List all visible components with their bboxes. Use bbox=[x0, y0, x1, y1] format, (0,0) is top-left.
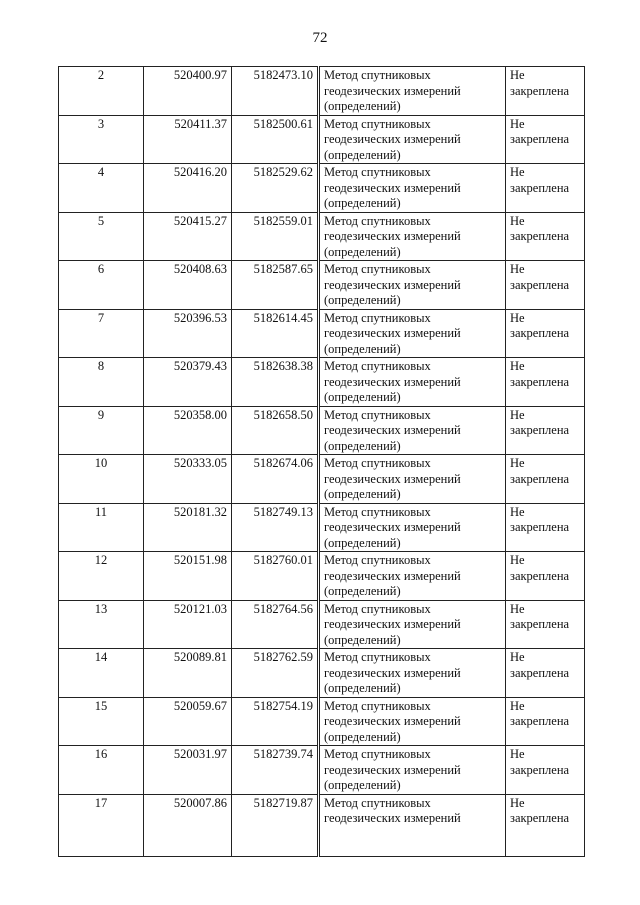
method-cell bbox=[319, 600, 506, 649]
y-coordinate-cell: 5182473.10 bbox=[232, 67, 319, 116]
x-coordinate-cell: 520059.67 bbox=[144, 697, 232, 746]
fixation-cell bbox=[506, 261, 585, 310]
x-coordinate-cell: 520121.03 bbox=[144, 600, 232, 649]
method-text-line: геодезических измерений bbox=[324, 762, 461, 777]
fixation-text-line: Не bbox=[510, 213, 525, 228]
x-coordinate-cell: 520396.53 bbox=[144, 309, 232, 358]
method-text-line: (определений) bbox=[324, 293, 401, 307]
method-text-line: Метод спутниковых bbox=[324, 504, 431, 519]
x-coordinate-cell: 520007.86 bbox=[144, 794, 232, 856]
table-row bbox=[59, 406, 585, 455]
fixation-text-line: Не bbox=[510, 456, 525, 470]
fixation-text-line: Не bbox=[510, 698, 525, 713]
fixation-text-line: закреплена bbox=[510, 83, 570, 98]
point-number-cell: 16 bbox=[59, 746, 144, 795]
fixation-text-line: Не bbox=[510, 68, 525, 82]
point-number-cell: 8 bbox=[59, 358, 144, 407]
method-cell bbox=[319, 309, 506, 358]
method-cell bbox=[319, 67, 506, 116]
fixation-text-line: закреплена bbox=[510, 374, 570, 389]
fixation-text-line: Не bbox=[510, 262, 525, 276]
coordinates-table bbox=[58, 66, 585, 857]
method-text-line: геодезических измерений bbox=[324, 471, 461, 486]
table-row bbox=[59, 358, 585, 407]
fixation-text-line: закреплена bbox=[510, 229, 570, 243]
fixation-cell bbox=[506, 746, 585, 795]
table-row bbox=[59, 746, 585, 795]
fixation-cell bbox=[506, 794, 585, 856]
fixation-text-line: закреплена bbox=[510, 568, 570, 583]
method-cell bbox=[319, 697, 506, 746]
fixation-text-line: закреплена bbox=[510, 132, 570, 146]
point-number-cell: 12 bbox=[59, 552, 144, 601]
y-coordinate-cell: 5182764.56 bbox=[232, 600, 319, 649]
fixation-text-line: закреплена bbox=[510, 617, 570, 631]
y-coordinate-cell: 5182614.45 bbox=[232, 309, 319, 358]
point-number-cell: 15 bbox=[59, 697, 144, 746]
x-coordinate-cell: 520151.98 bbox=[144, 552, 232, 601]
table-row bbox=[59, 649, 585, 698]
method-text-line: (определений) bbox=[324, 778, 401, 792]
fixation-text-line: закреплена bbox=[510, 520, 570, 534]
method-text-line: Метод спутниковых bbox=[324, 116, 431, 131]
table-row bbox=[59, 600, 585, 649]
table-row bbox=[59, 794, 585, 856]
y-coordinate-cell: 5182559.01 bbox=[232, 212, 319, 261]
y-coordinate-cell: 5182658.50 bbox=[232, 406, 319, 455]
x-coordinate-cell: 520415.27 bbox=[144, 212, 232, 261]
method-text-line: геодезических измерений bbox=[324, 520, 461, 534]
point-number-cell: 11 bbox=[59, 503, 144, 552]
method-text-line: геодезических измерений bbox=[324, 326, 461, 340]
fixation-text-line: Не bbox=[510, 650, 525, 664]
method-cell bbox=[319, 115, 506, 164]
method-text-line: (определений) bbox=[324, 632, 401, 647]
fixation-cell bbox=[506, 115, 585, 164]
y-coordinate-cell: 5182638.38 bbox=[232, 358, 319, 407]
x-coordinate-cell: 520379.43 bbox=[144, 358, 232, 407]
x-coordinate-cell: 520089.81 bbox=[144, 649, 232, 698]
method-text-line: геодезических измерений bbox=[324, 568, 461, 583]
fixation-cell bbox=[506, 649, 585, 698]
point-number-cell: 2 bbox=[59, 67, 144, 116]
fixation-text-line: закреплена bbox=[510, 180, 570, 195]
x-coordinate-cell: 520181.32 bbox=[144, 503, 232, 552]
y-coordinate-cell: 5182529.62 bbox=[232, 164, 319, 213]
method-text-line: геодезических измерений bbox=[324, 665, 461, 680]
point-number-cell: 14 bbox=[59, 649, 144, 698]
fixation-cell bbox=[506, 164, 585, 213]
y-coordinate-cell: 5182762.59 bbox=[232, 649, 319, 698]
y-coordinate-cell: 5182760.01 bbox=[232, 552, 319, 601]
method-text-line: Метод спутниковых bbox=[324, 456, 431, 470]
method-text-line: геодезических измерений bbox=[324, 277, 461, 292]
method-text-line: геодезических измерений bbox=[324, 229, 461, 243]
fixation-text-line: закреплена bbox=[510, 471, 570, 486]
point-number-cell: 6 bbox=[59, 261, 144, 310]
table-row bbox=[59, 164, 585, 213]
fixation-text-line: Не bbox=[510, 747, 525, 761]
table-row bbox=[59, 261, 585, 310]
method-text-line: Метод спутниковых bbox=[324, 747, 431, 761]
page-number: 72 bbox=[312, 30, 328, 46]
method-cell bbox=[319, 455, 506, 504]
table-row bbox=[59, 455, 585, 504]
table-body bbox=[59, 67, 585, 857]
point-number-cell: 9 bbox=[59, 406, 144, 455]
x-coordinate-cell: 520333.05 bbox=[144, 455, 232, 504]
method-cell bbox=[319, 794, 506, 856]
point-number-cell: 13 bbox=[59, 600, 144, 649]
method-text-line: (определений) bbox=[324, 487, 401, 501]
fixation-text-line: закреплена bbox=[510, 326, 570, 340]
method-text-line: (определений) bbox=[324, 147, 401, 162]
table-row bbox=[59, 212, 585, 261]
fixation-text-line: закреплена bbox=[510, 423, 570, 437]
method-cell bbox=[319, 649, 506, 698]
fixation-cell bbox=[506, 406, 585, 455]
method-text-line: Метод спутниковых bbox=[324, 165, 431, 179]
point-number-cell: 17 bbox=[59, 794, 144, 856]
method-text-line: (определений) bbox=[324, 681, 401, 695]
method-text-line: (определений) bbox=[324, 535, 401, 550]
table-row bbox=[59, 552, 585, 601]
method-text-line: Метод спутниковых bbox=[324, 407, 431, 422]
fixation-text-line: Не bbox=[510, 116, 525, 131]
method-text-line: геодезических измерений bbox=[324, 714, 461, 728]
method-text-line: (определений) bbox=[324, 244, 401, 259]
method-text-line: (определений) bbox=[324, 99, 401, 113]
method-text-line: (определений) bbox=[324, 584, 401, 598]
method-cell bbox=[319, 746, 506, 795]
method-cell bbox=[319, 406, 506, 455]
fixation-text-line: Не bbox=[510, 504, 525, 519]
fixation-text-line: закреплена bbox=[510, 762, 570, 777]
fixation-text-line: Не bbox=[510, 795, 525, 810]
fixation-cell bbox=[506, 212, 585, 261]
method-text-line: Метод спутниковых bbox=[324, 68, 431, 82]
method-cell bbox=[319, 503, 506, 552]
method-text-line: (определений) bbox=[324, 341, 401, 356]
fixation-cell bbox=[506, 455, 585, 504]
method-text-line: Метод спутниковых bbox=[324, 262, 431, 276]
method-cell bbox=[319, 212, 506, 261]
table-row bbox=[59, 503, 585, 552]
method-cell bbox=[319, 358, 506, 407]
y-coordinate-cell: 5182749.13 bbox=[232, 503, 319, 552]
fixation-cell bbox=[506, 67, 585, 116]
fixation-text-line: Не bbox=[510, 553, 525, 567]
x-coordinate-cell: 520031.97 bbox=[144, 746, 232, 795]
table-row bbox=[59, 309, 585, 358]
method-text-line: (определений) bbox=[324, 438, 401, 453]
x-coordinate-cell: 520358.00 bbox=[144, 406, 232, 455]
fixation-text-line: закреплена bbox=[510, 277, 570, 292]
method-text-line: Метод спутниковых bbox=[324, 698, 431, 713]
fixation-cell bbox=[506, 600, 585, 649]
point-number-cell: 10 bbox=[59, 455, 144, 504]
fixation-cell bbox=[506, 697, 585, 746]
method-text-line: Метод спутниковых bbox=[324, 359, 431, 373]
point-number-cell: 4 bbox=[59, 164, 144, 213]
method-text-line: (определений) bbox=[324, 196, 401, 210]
x-coordinate-cell: 520400.97 bbox=[144, 67, 232, 116]
method-text-line: Метод спутниковых bbox=[324, 795, 431, 810]
method-text-line: геодезических измерений bbox=[324, 374, 461, 389]
y-coordinate-cell: 5182754.19 bbox=[232, 697, 319, 746]
fixation-text-line: закреплена bbox=[510, 665, 570, 680]
method-cell bbox=[319, 552, 506, 601]
fixation-text-line: Не bbox=[510, 359, 525, 373]
method-text-line: Метод спутниковых bbox=[324, 650, 431, 664]
fixation-text-line: закреплена bbox=[510, 811, 570, 825]
y-coordinate-cell: 5182500.61 bbox=[232, 115, 319, 164]
x-coordinate-cell: 520411.37 bbox=[144, 115, 232, 164]
method-text-line: Метод спутниковых bbox=[324, 601, 431, 616]
method-cell bbox=[319, 164, 506, 213]
x-coordinate-cell: 520408.63 bbox=[144, 261, 232, 310]
method-text-line: Метод спутниковых bbox=[324, 553, 431, 567]
fixation-cell bbox=[506, 358, 585, 407]
fixation-text-line: Не bbox=[510, 165, 525, 179]
method-text-line: геодезических измерений bbox=[324, 180, 461, 195]
fixation-cell bbox=[506, 309, 585, 358]
method-text-line: геодезических измерений bbox=[324, 811, 461, 825]
table-row bbox=[59, 115, 585, 164]
method-cell bbox=[319, 261, 506, 310]
table-row bbox=[59, 67, 585, 116]
method-text-line: геодезических измерений bbox=[324, 132, 461, 146]
fixation-text-line: Не bbox=[510, 310, 525, 325]
fixation-text-line: Не bbox=[510, 601, 525, 616]
y-coordinate-cell: 5182719.87 bbox=[232, 794, 319, 856]
method-text-line: (определений) bbox=[324, 729, 401, 744]
y-coordinate-cell: 5182674.06 bbox=[232, 455, 319, 504]
x-coordinate-cell: 520416.20 bbox=[144, 164, 232, 213]
point-number-cell: 3 bbox=[59, 115, 144, 164]
table-row bbox=[59, 697, 585, 746]
point-number-cell: 7 bbox=[59, 309, 144, 358]
method-text-line: геодезических измерений bbox=[324, 617, 461, 631]
method-text-line: геодезических измерений bbox=[324, 423, 461, 437]
fixation-text-line: Не bbox=[510, 407, 525, 422]
y-coordinate-cell: 5182587.65 bbox=[232, 261, 319, 310]
fixation-cell bbox=[506, 552, 585, 601]
point-number-cell: 5 bbox=[59, 212, 144, 261]
method-text-line: Метод спутниковых bbox=[324, 310, 431, 325]
fixation-text-line: закреплена bbox=[510, 714, 570, 728]
method-text-line: Метод спутниковых bbox=[324, 213, 431, 228]
fixation-cell bbox=[506, 503, 585, 552]
method-text-line: (определений) bbox=[324, 390, 401, 404]
method-text-line: геодезических измерений bbox=[324, 83, 461, 98]
y-coordinate-cell: 5182739.74 bbox=[232, 746, 319, 795]
